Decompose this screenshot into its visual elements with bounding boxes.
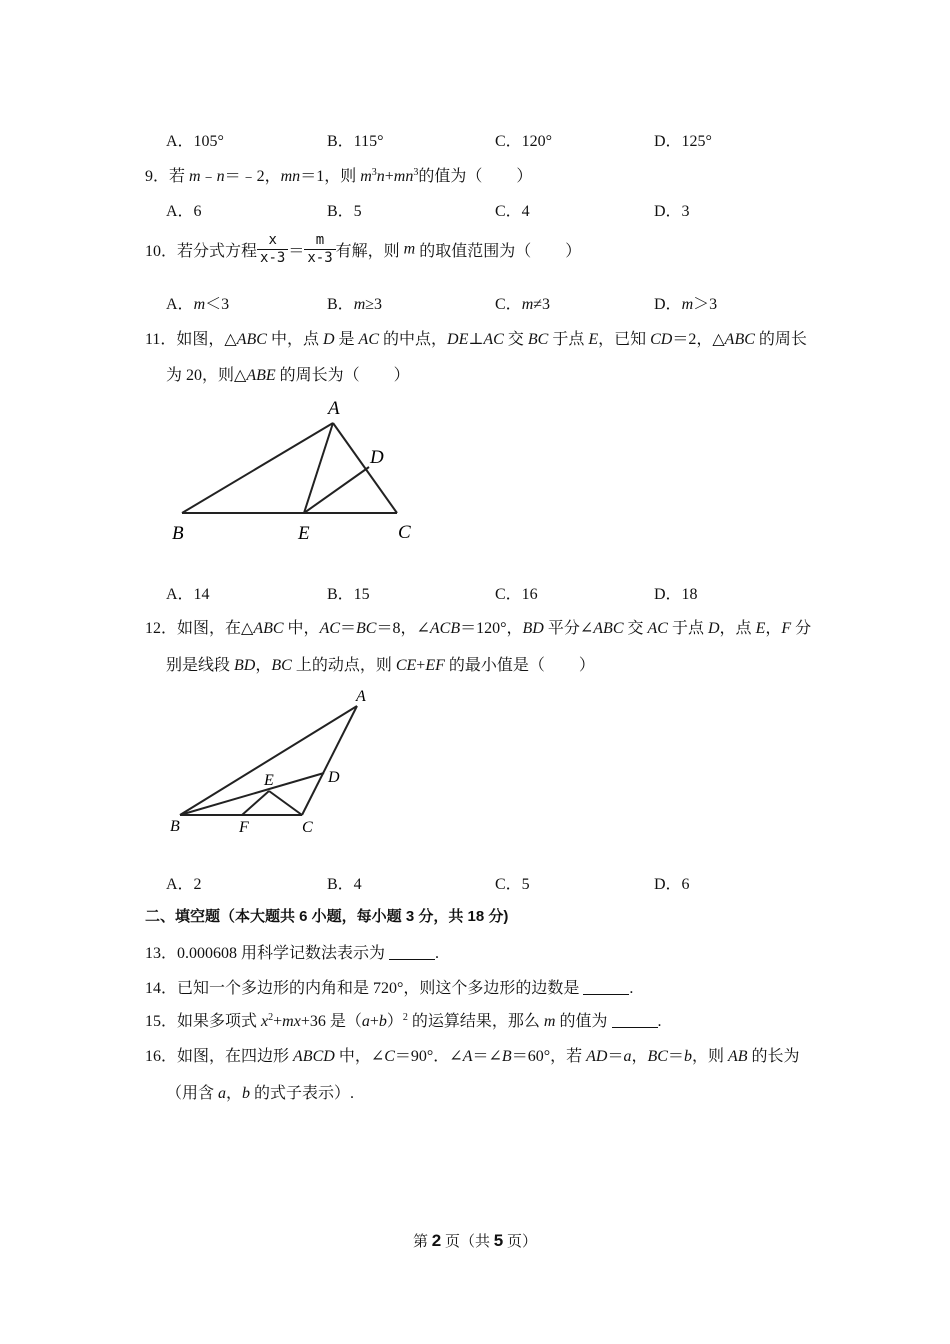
q9-option-b: B．5	[327, 203, 362, 220]
answer-blank[interactable]	[612, 1013, 658, 1028]
answer-blank[interactable]	[583, 980, 629, 995]
q8-option-a: A．105°	[166, 133, 224, 150]
q11-option-a: A．14	[166, 586, 210, 603]
q9-option-c: C．4	[495, 203, 530, 220]
segment-ce	[269, 791, 302, 815]
q11-triangle-figure	[160, 395, 430, 545]
label-a: A	[328, 398, 340, 419]
q12-option-c: C．5	[495, 876, 530, 893]
segment-ac	[333, 423, 397, 513]
fraction-m-over-x-3: $\frac{m}{x-3}$	[304, 232, 335, 267]
q12-triangle-figure	[160, 683, 380, 838]
question-12-line-2: 别是线段 BD，BC 上的动点，则 CE+EF 的最小值是（ ）	[166, 657, 595, 674]
question-11: 11．如图，△ABC 中，点 D 是 AC 的中点，DE⊥AC 交 BC 于点 E，已知 CD＝2，△ABC 的周长	[145, 331, 807, 348]
q10-option-b: B．m≥3	[327, 296, 383, 313]
label-f: F	[239, 819, 249, 836]
label-b: B	[172, 523, 184, 544]
question-9: 9．若 m﹣n＝﹣2，mn＝1，则 $m^3n+mn^3$的值为（ ）	[145, 167, 533, 185]
section-fill-in-heading: 二、填空题（本大题共 6 小题，每小题 3 分，共 18 分)	[145, 908, 509, 925]
q8-option-c: C．120°	[495, 133, 553, 150]
question-11-line-2: 为 20，则△ABE 的周长为（ ）	[166, 367, 410, 384]
question-15: 15．如果多项式 $x^2+mx+36$ 是$(a+b)^2$ 的运算结果，那么 m 的值为 .	[145, 1012, 662, 1030]
q8-option-b: B．115°	[327, 133, 384, 150]
label-a: A	[356, 688, 366, 705]
q11-option-c: C．16	[495, 586, 538, 603]
q9-option-a: A．6	[166, 203, 202, 220]
label-c: C	[398, 522, 411, 543]
q12-option-a: A．2	[166, 876, 202, 893]
question-16-line-2: （用含 a，b 的式子表示）.	[166, 1085, 355, 1102]
label-e: E	[298, 523, 310, 544]
question-13: 13．0.000608 用科学记数法表示为 .	[145, 945, 440, 962]
question-12: 12．如图，在△ABC 中，AC＝BC＝8，∠ACB＝120°，BD 平分∠ABC 交 AC 于点 D，点 E，F 分	[145, 620, 812, 637]
segment-ef	[242, 791, 269, 815]
segment-ab	[182, 423, 333, 513]
label-c: C	[302, 819, 313, 836]
question-14: 14．已知一个多边形的内角和是 720°，则这个多边形的边数是 .	[145, 980, 634, 997]
question-16: 16．如图，在四边形 ABCD 中，∠C＝90°．∠A＝∠B＝60°，若 AD＝a，BC＝b，则 AB 的长为	[145, 1048, 800, 1065]
q9-option-d: D．3	[654, 203, 690, 220]
q10-option-c: C．m≠3	[495, 296, 551, 313]
question-10: 10．若分式方程 $\frac{x}{x-3}$ ＝ $\frac{m}{x-3}$ 有解，则 m 的取值范围为（ ）	[145, 232, 582, 266]
fraction-x-over-x-3: $\frac{x}{x-3}$	[257, 232, 288, 267]
total-pages: 5	[493, 1231, 504, 1250]
q10-option-d: D．m＞3	[654, 296, 718, 313]
answer-blank[interactable]	[389, 945, 435, 960]
q10-option-a: A．m＜3	[166, 296, 230, 313]
q11-option-d: D．18	[654, 586, 698, 603]
page-footer: 第 2 页（共 5 页）	[413, 1231, 537, 1250]
segment-bd	[180, 773, 324, 815]
segment-ae	[304, 423, 333, 513]
label-d: D	[370, 447, 384, 468]
label-e: E	[264, 772, 274, 789]
page-number: 2	[431, 1231, 442, 1250]
q11-option-b: B．15	[327, 586, 370, 603]
q12-option-b: B．4	[327, 876, 362, 893]
q8-option-d: D．125°	[654, 133, 712, 150]
label-b: B	[170, 818, 180, 835]
q12-option-d: D．6	[654, 876, 690, 893]
label-d: D	[328, 769, 340, 786]
segment-de	[304, 467, 369, 513]
